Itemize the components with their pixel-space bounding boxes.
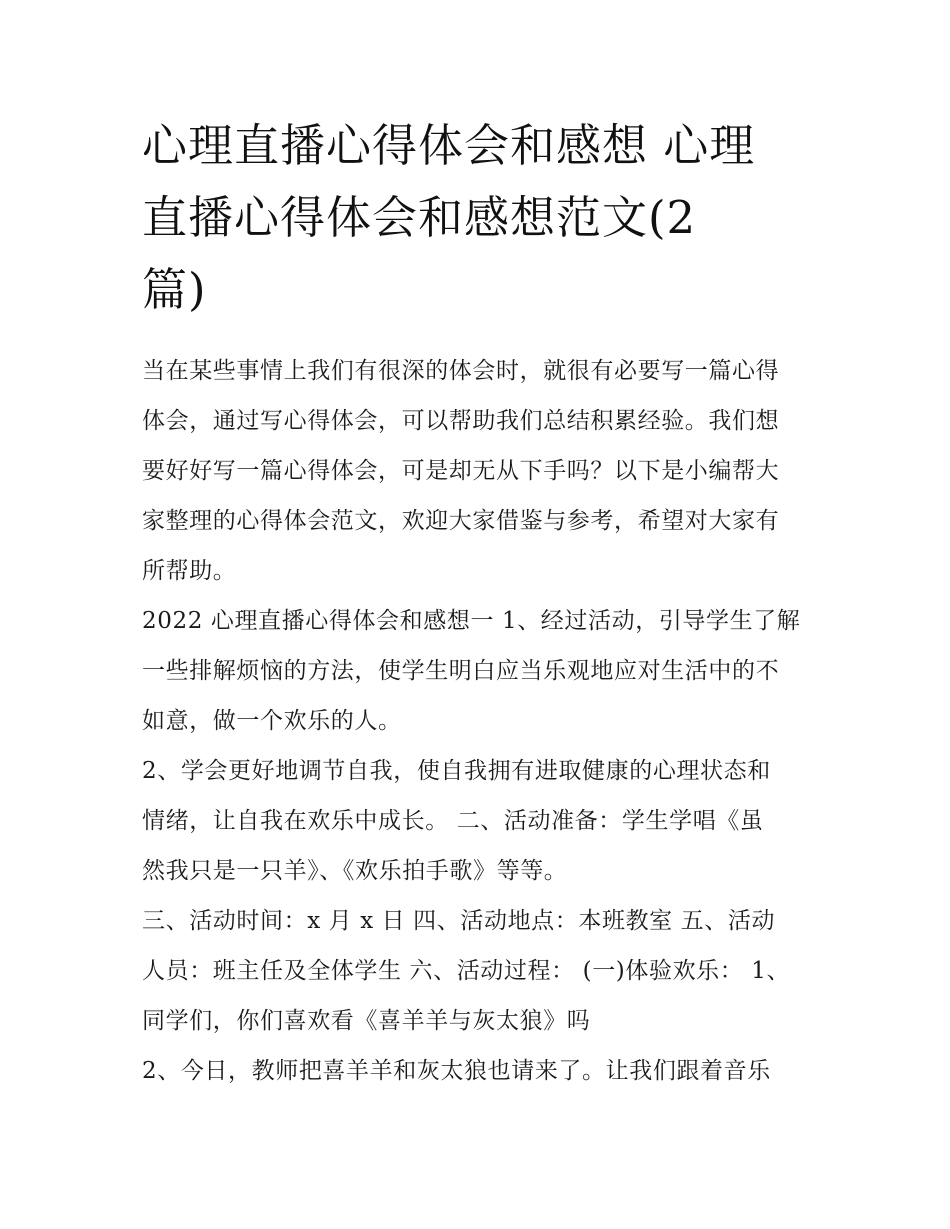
text-line: 2022 心理直播心得体会和感想一 1、经过活动，引导学生了解 [142,608,801,634]
body-paragraph [142,896,814,1046]
text-line: 家整理的心得体会范文，欢迎大家借鉴与参考，希望对大家有 [142,508,780,534]
text-line: 要好好写一篇心得体会，可是却无从下手吗？以下是小编帮大 [142,458,780,484]
body-paragraph [142,746,814,896]
text-line: 当在某些事情上我们有很深的体会时，就很有必要写一篇心得 [142,358,780,384]
text-line: 所帮助。 [142,558,237,584]
text-line: 如意，做一个欢乐的人。 [142,708,402,734]
title-line: 心理直播心得体会和感想 心理 [142,119,756,172]
text-line: 情绪，让自我在欢乐中成长。 二、活动准备：学生学唱《虽 [142,808,764,834]
title-line: 直播心得体会和感想范文(2 [142,191,697,244]
text-line: 人员：班主任及全体学生 六、活动过程： (一)体验欢乐： 1、 [142,958,791,984]
text-line: 2、学会更好地调节自我，使自我拥有进取健康的心理状态和 [142,758,771,784]
text-line: 然我只是一只羊》、《欢乐拍手歌》等等。 [142,858,568,884]
document-content [142,110,814,1096]
text-line: 体会，通过写心得体会，可以帮助我们总结积累经验。我们想 [142,408,780,434]
document-title [142,110,814,326]
body-paragraph [142,596,814,746]
title-line: 篇) [142,263,207,316]
intro-paragraph [142,346,814,596]
text-line: 一些排解烦恼的方法，使学生明白应当乐观地应对生活中的不 [142,658,780,684]
text-line: 同学们，你们喜欢看《喜羊羊与灰太狼》吗 [142,1008,591,1034]
document-body [142,346,814,1096]
text-line: 三、活动时间：x 月 x 日 四、活动地点：本班教室 五、活动 [142,908,776,934]
body-paragraph [142,1046,814,1096]
text-line: 2、今日，教师把喜羊羊和灰太狼也请来了。让我们跟着音乐 [142,1058,771,1084]
